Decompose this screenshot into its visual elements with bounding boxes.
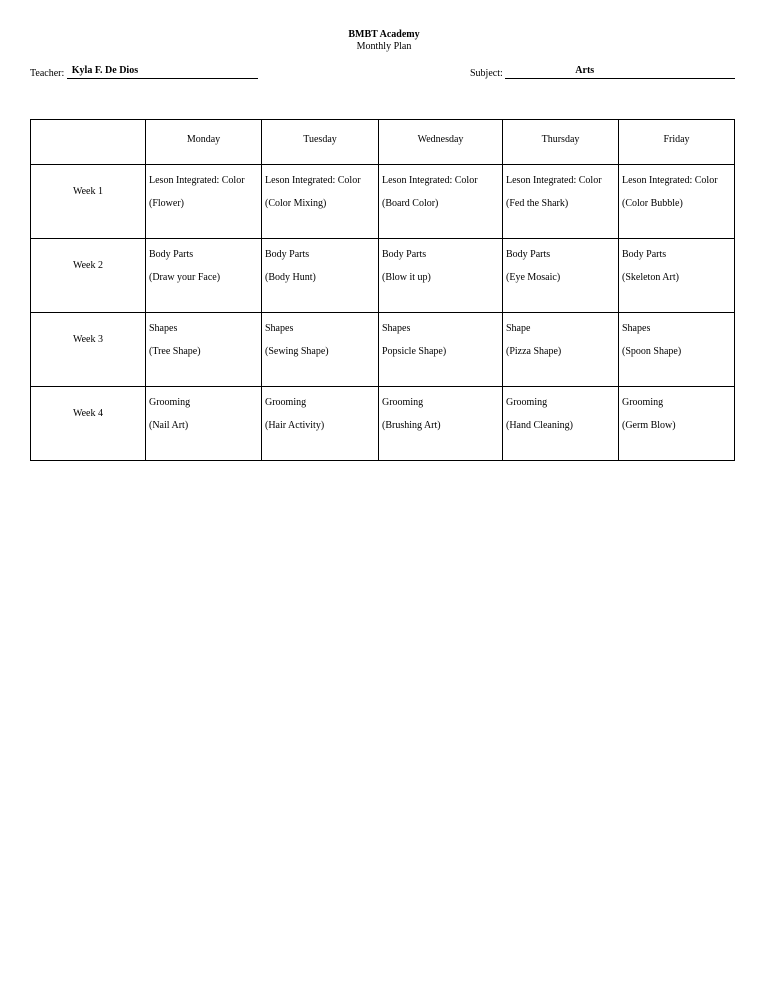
- plan-cell: [619, 165, 735, 239]
- plan-cell: [262, 239, 379, 313]
- cell-activity: (Hand Cleaning): [506, 420, 573, 431]
- cell-topic: Grooming: [622, 397, 664, 408]
- week-label: Week 1: [31, 165, 146, 239]
- plan-cell: [503, 387, 619, 461]
- monthly-plan-table: [30, 119, 735, 461]
- plan-cell: [379, 165, 503, 239]
- cell-topic: Body Parts: [149, 249, 194, 260]
- cell-activity: (Body Hunt): [265, 272, 316, 283]
- cell-activity: (Color Bubble): [622, 198, 683, 209]
- cell-topic: Body Parts: [265, 249, 310, 260]
- table-header-row: [31, 120, 735, 165]
- cell-topic: Grooming: [506, 397, 548, 408]
- plan-cell: [146, 387, 262, 461]
- cell-activity: (Draw your Face): [149, 272, 221, 283]
- day-header: Thursday: [503, 120, 619, 165]
- cell-topic: Leson Integrated: Color: [506, 175, 602, 186]
- cell-activity: (Nail Art): [149, 420, 189, 431]
- day-header: Monday: [146, 120, 262, 165]
- cell-activity: Popsicle Shape): [382, 346, 447, 357]
- cell-topic: Body Parts: [622, 249, 667, 260]
- table-row: [31, 387, 735, 461]
- table-row: [31, 239, 735, 313]
- day-header: Friday: [619, 120, 735, 165]
- plan-cell: [146, 313, 262, 387]
- cell-activity: (Spoon Shape): [622, 346, 682, 357]
- cell-activity: (Board Color): [382, 198, 439, 209]
- plan-cell: [379, 239, 503, 313]
- teacher-field: [30, 66, 258, 79]
- cell-activity: (Hair Activity): [265, 420, 325, 431]
- plan-cell: [262, 313, 379, 387]
- cell-activity: (Blow it up): [382, 272, 431, 283]
- plan-cell: [262, 165, 379, 239]
- week-label: Week 2: [31, 239, 146, 313]
- cell-topic: Shapes: [382, 323, 411, 334]
- cell-topic: Grooming: [149, 397, 191, 408]
- table-row: [31, 165, 735, 239]
- cell-activity: (Tree Shape): [149, 346, 201, 357]
- subject-value: Arts: [575, 65, 595, 76]
- cell-topic: Body Parts: [382, 249, 427, 260]
- plan-cell: [619, 387, 735, 461]
- cell-topic: Grooming: [382, 397, 424, 408]
- cell-topic: Leson Integrated: Color: [382, 175, 478, 186]
- cell-topic: Shapes: [622, 323, 651, 334]
- school-name: BMBT Academy: [348, 29, 420, 40]
- teacher-line: [67, 66, 258, 79]
- plan-cell: [146, 165, 262, 239]
- corner-cell: [31, 120, 146, 165]
- teacher-label: Teacher:: [30, 68, 65, 79]
- cell-activity: (Pizza Shape): [506, 346, 562, 357]
- day-header: Wednesday: [379, 120, 503, 165]
- cell-activity: (Germ Blow): [622, 420, 676, 431]
- cell-activity: (Sewing Shape): [265, 346, 329, 357]
- plan-cell: [503, 313, 619, 387]
- week-label: Week 3: [31, 313, 146, 387]
- cell-topic: Leson Integrated: Color: [265, 175, 361, 186]
- plan-cell: [262, 387, 379, 461]
- cell-topic: Shapes: [149, 323, 178, 334]
- cell-activity: (Color Mixing): [265, 198, 327, 209]
- subject-line: [505, 66, 735, 79]
- cell-topic: Shapes: [265, 323, 294, 334]
- subject-label: Subject:: [470, 68, 503, 79]
- plan-cell: [619, 239, 735, 313]
- document-header: [0, 28, 768, 53]
- plan-cell: [146, 239, 262, 313]
- cell-topic: Leson Integrated: Color: [622, 175, 718, 186]
- cell-activity: (Skeleton Art): [622, 272, 679, 283]
- plan-cell: [379, 313, 503, 387]
- cell-activity: (Fed the Shark): [506, 198, 569, 209]
- teacher-value: Kyla F. De Dios: [71, 65, 139, 76]
- subject-field: [470, 66, 735, 79]
- cell-topic: Shape: [506, 323, 531, 334]
- cell-topic: Body Parts: [506, 249, 551, 260]
- plan-cell: [619, 313, 735, 387]
- cell-activity: (Flower): [149, 198, 184, 209]
- plan-cell: [503, 165, 619, 239]
- cell-topic: Leson Integrated: Color: [149, 175, 245, 186]
- plan-cell: [503, 239, 619, 313]
- table-row: [31, 313, 735, 387]
- cell-activity: (Eye Mosaic): [506, 272, 561, 283]
- plan-cell: [379, 387, 503, 461]
- day-header: Tuesday: [262, 120, 379, 165]
- cell-topic: Grooming: [265, 397, 307, 408]
- week-label: Week 4: [31, 387, 146, 461]
- cell-activity: (Brushing Art): [382, 420, 441, 431]
- plan-title: Monthly Plan: [356, 41, 412, 52]
